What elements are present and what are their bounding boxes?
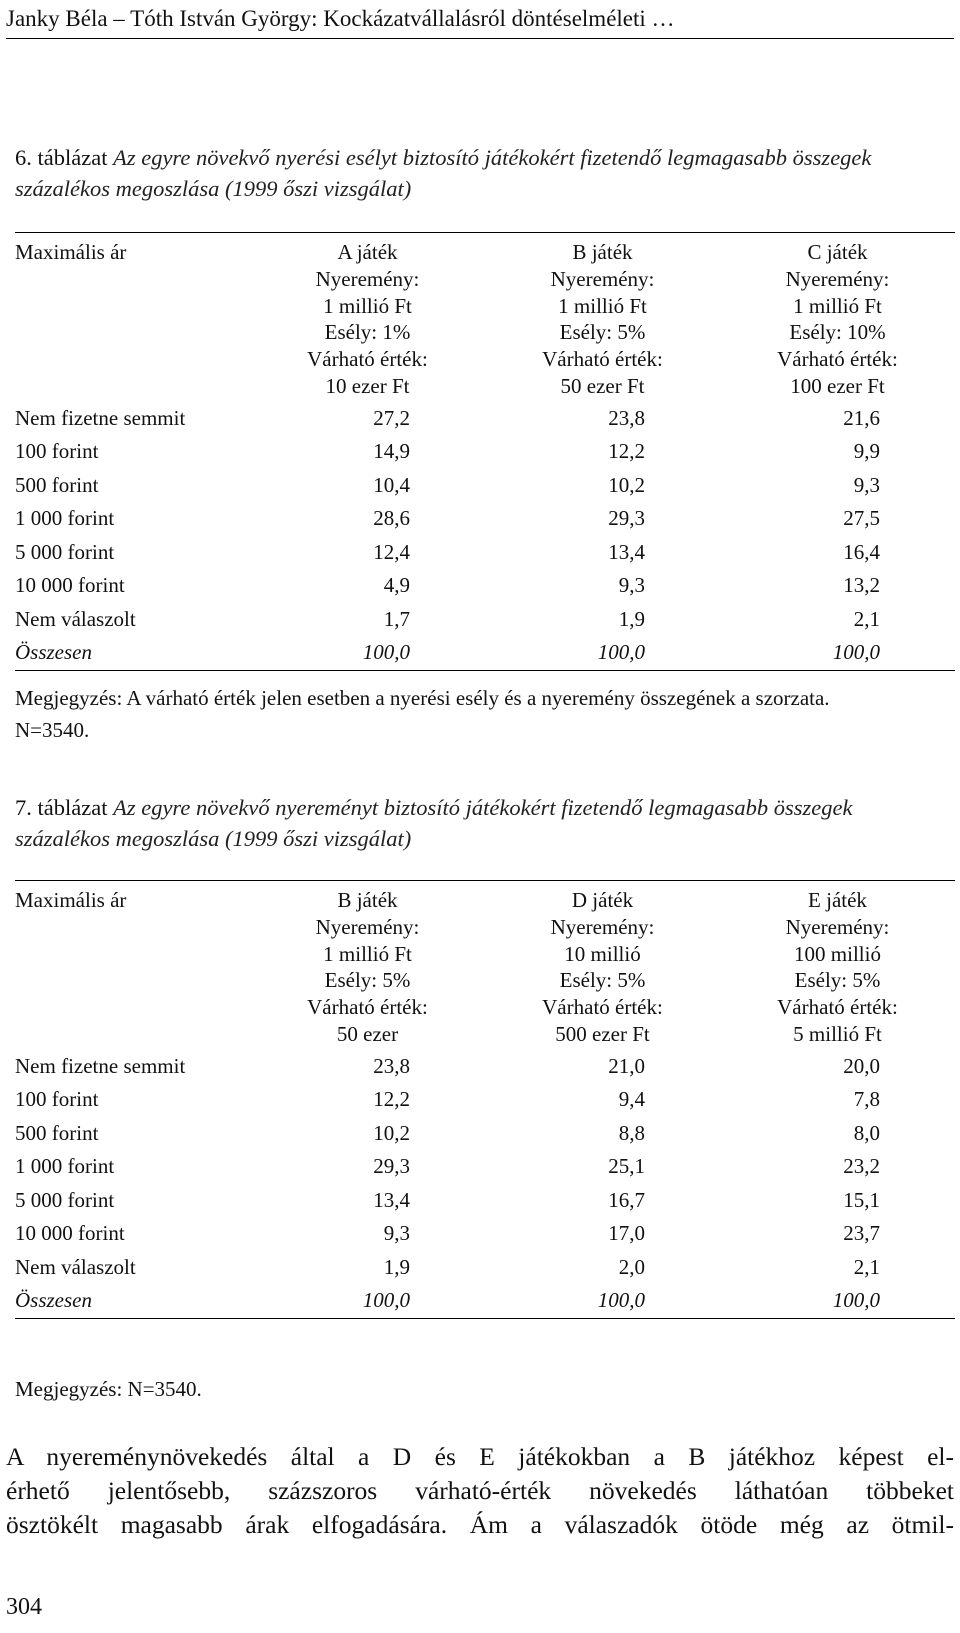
table6-caption — [15, 142, 945, 204]
cell-value: 2,1 — [853, 1254, 880, 1279]
table7-caption — [15, 792, 945, 854]
table6-note-line2: N=3540. — [15, 718, 90, 742]
row-label: 1 000 forint — [15, 1154, 115, 1179]
cell-value: 17,0 — [608, 1221, 645, 1246]
column-line: Várható érték: — [777, 995, 898, 1020]
column-line: A játék — [337, 240, 398, 264]
row-label: 5 000 forint — [15, 539, 115, 564]
table7-header-label: Maximális ár — [15, 888, 127, 912]
column-line: 1 millió Ft — [323, 293, 412, 318]
row-label: 100 forint — [15, 1087, 99, 1112]
column-line: Esély: 1% — [324, 320, 411, 345]
cell-value: 2,1 — [853, 606, 880, 631]
page-number: 304 — [6, 1594, 42, 1620]
row-label: Nem fizetne semmit — [15, 405, 186, 430]
cell-value: 1,9 — [618, 606, 645, 631]
column-line: 100 millió — [794, 941, 881, 966]
column-line: 50 ezer — [336, 1021, 399, 1046]
cell-value: 100,0 — [597, 1288, 645, 1313]
column-line: Esély: 5% — [559, 320, 646, 345]
table-row — [15, 435, 955, 469]
column-line: Nyeremény: — [550, 914, 655, 939]
cell-value: 1,7 — [383, 606, 410, 631]
table7-caption-label: 7. táblázat — [15, 795, 108, 820]
table-row — [15, 1050, 955, 1084]
table7-note: Megjegyzés: N=3540. — [15, 1377, 202, 1401]
column-line: Esély: 5% — [794, 968, 881, 993]
column-line: Várható érték: — [307, 995, 428, 1020]
cell-value: 13,4 — [608, 539, 645, 564]
row-label: 10 000 forint — [15, 573, 125, 598]
row-label: 100 forint — [15, 439, 99, 464]
cell-value: 9,3 — [383, 1221, 410, 1246]
table7 — [15, 880, 955, 1319]
row-label: Nem fizetne semmit — [15, 1053, 186, 1078]
cell-value: 100,0 — [832, 640, 880, 665]
running-header: Janky Béla – Tóth István György: Kockázatvállalásról döntéselméleti … — [6, 4, 954, 39]
cell-value: 14,9 — [373, 439, 410, 464]
column-line: 50 ezer Ft — [560, 373, 645, 398]
table-row — [15, 569, 955, 603]
row-label: Összesen — [15, 1288, 92, 1313]
column-line: B játék — [572, 240, 633, 264]
cell-value: 23,7 — [843, 1221, 880, 1246]
table-row — [15, 1251, 955, 1285]
cell-value: 27,2 — [373, 405, 410, 430]
table6-note-line1: Megjegyzés: A várható érték jelen esetben a nyerési esély és a nyeremény összegének a szorzata. — [15, 686, 830, 710]
table-row — [15, 402, 955, 436]
column-line: 5 millió Ft — [793, 1021, 882, 1046]
cell-value: 100,0 — [597, 640, 645, 665]
table-row — [15, 1083, 955, 1117]
column-line: Várható érték: — [307, 347, 428, 372]
column-line: Nyeremény: — [785, 266, 890, 291]
cell-value: 23,2 — [843, 1154, 880, 1179]
cell-value: 16,7 — [608, 1187, 645, 1212]
cell-value: 4,9 — [383, 573, 410, 598]
cell-value: 8,8 — [618, 1120, 645, 1145]
row-label: Nem válaszolt — [15, 1254, 136, 1279]
table6-column-b — [485, 239, 720, 400]
cell-value: 9,3 — [853, 472, 880, 497]
column-line: Várható érték: — [542, 995, 663, 1020]
table-row — [15, 1150, 955, 1184]
cell-value: 29,3 — [608, 506, 645, 531]
cell-value: 21,0 — [608, 1053, 645, 1078]
cell-value: 16,4 — [843, 539, 880, 564]
row-label: Összesen — [15, 640, 92, 665]
table-row — [15, 1184, 955, 1218]
cell-value: 29,3 — [373, 1154, 410, 1179]
cell-value: 9,3 — [618, 573, 645, 598]
table7-column-d — [485, 887, 720, 1048]
cell-value: 10,2 — [373, 1120, 410, 1145]
column-line: Nyeremény: — [550, 266, 655, 291]
cell-value: 20,0 — [843, 1053, 880, 1078]
table6-column-a — [250, 239, 485, 400]
cell-value: 28,6 — [373, 506, 410, 531]
cell-value: 13,2 — [843, 573, 880, 598]
table-row — [15, 502, 955, 536]
row-label: Nem válaszolt — [15, 606, 136, 631]
row-label: 500 forint — [15, 1120, 99, 1145]
cell-value: 2,0 — [618, 1254, 645, 1279]
cell-value: 12,4 — [373, 539, 410, 564]
column-line: 1 millió Ft — [558, 293, 647, 318]
cell-value: 9,9 — [853, 439, 880, 464]
cell-value: 100,0 — [362, 640, 410, 665]
column-line: 1 millió Ft — [323, 941, 412, 966]
column-line: 10 ezer Ft — [325, 373, 410, 398]
body-line: ösztökélt magasabb árak elfogadására. Ám a válaszadók ötöde még az ötmil- — [6, 1510, 954, 1539]
column-line: Várható érték: — [777, 347, 898, 372]
table-row-total — [15, 1284, 955, 1318]
table6-caption-label: 6. táblázat — [15, 145, 108, 170]
cell-value: 9,4 — [618, 1087, 645, 1112]
row-label: 500 forint — [15, 472, 99, 497]
row-label: 5 000 forint — [15, 1187, 115, 1212]
table-row — [15, 1117, 955, 1151]
column-line: C játék — [807, 240, 868, 264]
body-paragraph — [6, 1440, 954, 1542]
table7-header — [15, 881, 955, 1050]
table6-caption-title: Az egyre növekvő nyerési esélyt biztosító játékokért fizetendő legmagasabb összegek százalékos megoszlása (1999 őszi vizsgálat) — [15, 145, 872, 201]
cell-value: 7,8 — [853, 1087, 880, 1112]
column-line: B játék — [337, 888, 398, 912]
cell-value: 23,8 — [608, 405, 645, 430]
cell-value: 25,1 — [608, 1154, 645, 1179]
table-row — [15, 536, 955, 570]
cell-value: 100,0 — [832, 1288, 880, 1313]
column-line: Nyeremény: — [785, 914, 890, 939]
row-label: 10 000 forint — [15, 1221, 125, 1246]
column-line: Nyeremény: — [315, 914, 420, 939]
cell-value: 23,8 — [373, 1053, 410, 1078]
column-line: 10 millió — [564, 941, 641, 966]
table6-column-c — [720, 239, 955, 400]
table6 — [15, 232, 955, 671]
column-line: D játék — [571, 888, 634, 912]
cell-value: 8,0 — [853, 1120, 880, 1145]
table6-header — [15, 233, 955, 402]
cell-value: 100,0 — [362, 1288, 410, 1313]
column-line: 100 ezer Ft — [790, 373, 885, 398]
table-row — [15, 469, 955, 503]
cell-value: 1,9 — [383, 1254, 410, 1279]
table6-header-label: Maximális ár — [15, 240, 127, 264]
cell-value: 15,1 — [843, 1187, 880, 1212]
table-row — [15, 1217, 955, 1251]
column-line: Várható érték: — [542, 347, 663, 372]
column-line: Nyeremény: — [315, 266, 420, 291]
body-line: érhető jelentősebb, százszoros várható-érték növekedés láthatóan többeket — [6, 1476, 954, 1505]
cell-value: 12,2 — [608, 439, 645, 464]
cell-value: 21,6 — [843, 405, 880, 430]
column-line: 500 ezer Ft — [555, 1021, 650, 1046]
column-line: Esély: 5% — [324, 968, 411, 993]
cell-value: 27,5 — [843, 506, 880, 531]
column-line: 1 millió Ft — [793, 293, 882, 318]
table7-column-e — [720, 887, 955, 1048]
table7-column-b — [250, 887, 485, 1048]
column-line: Esély: 5% — [559, 968, 646, 993]
cell-value: 10,2 — [608, 472, 645, 497]
table7-caption-title: Az egyre növekvő nyereményt biztosító játékokért fizetendő legmagasabb összegek százalékos megoszlása (1999 őszi vizsgálat) — [15, 795, 853, 851]
table6-note — [15, 682, 950, 746]
row-label: 1 000 forint — [15, 506, 115, 531]
table-row-total — [15, 636, 955, 670]
cell-value: 10,4 — [373, 472, 410, 497]
body-line: A nyereménynövekedés által a D és E játékokban a B játékhoz képest el- — [6, 1442, 954, 1471]
cell-value: 13,4 — [373, 1187, 410, 1212]
column-line: Esély: 10% — [789, 320, 886, 345]
column-line: E játék — [808, 888, 867, 912]
table-row — [15, 603, 955, 637]
cell-value: 12,2 — [373, 1087, 410, 1112]
